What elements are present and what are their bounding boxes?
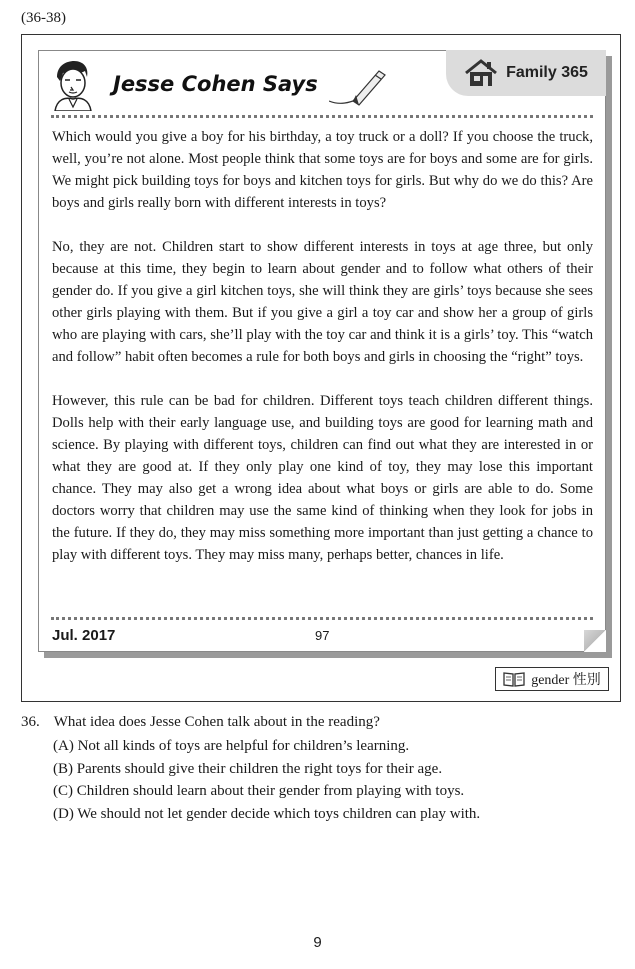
article-card [38,50,606,652]
page-number: 9 [313,934,322,951]
open-book-icon [503,671,525,687]
section-label: Family 365 [506,64,588,81]
option-c[interactable]: (C) Children should learn about their gender from playing with toys. [53,783,465,799]
question-number: 36. [21,714,40,730]
question-36 [21,714,621,825]
page-fold [584,630,606,652]
dotted-divider [51,617,593,620]
issue-date: Jul. 2017 [52,627,116,644]
magazine-page-number: 97 [315,628,330,643]
article-title: Jesse Cohen Says [113,72,318,96]
man-portrait-icon [49,59,95,111]
option-d[interactable]: (D) We should not let gender decide which toys children can play with. [53,805,481,822]
paragraph: No, they are not. Children start to show different interests in toys at age three, but only because at this time, they begin to learn about gender and to follow what others of their gender do. If you give a girl kitchen toys, she will think they are girls’ toys because she sees other girls playing with them. But if you give a girl a toy car and show her a group of girls who are playing with cars, she’ll play with the toy car and think it is a girls’ toy. This “watch and follow” habit often becomes a rule for both boys and girls in choosing the “right” toys. [52,239,593,365]
paragraph: However, this rule can be bad for children. Different toys teach children different things. Dolls help with their early language use, and building toys are good for learning math and science. By playing with different toys, children can find out what they are interested in or what they are good at. If they only play one kind of toy, they may lose this important chance. They may also get a wrong idea about what boys or girls are able to do. Some doctors worry that children may use the same kind of thinking when they look for jobs in the future. If they do, they may miss something more important than just getting a chance to play with different toys. They may miss many, perhaps better, chances in life. [52,393,593,563]
glossary-term: gender 性別 [531,673,601,688]
option-b[interactable]: (B) Parents should give their children the right toys for their age. [53,760,443,777]
question-stem: What idea does Jesse Cohen talk about in the reading? [53,714,380,730]
pen-icon [329,65,389,107]
paragraph: Which would you give a boy for his birthday, a toy truck or a doll? If you choose the truck, well, you’re not alone. Most people think that some toys are for boys and some are for girls. We might pick building toys for boys and kitchen toys for girls. But why do we do this? Are boys and girls really born with different interests in toys? [52,129,593,211]
dotted-divider [51,115,593,118]
glossary-box [495,667,609,691]
question-range: (36-38) [21,10,66,26]
article-body [52,126,593,588]
section-tab [446,50,606,96]
house-icon [464,59,498,87]
option-a[interactable]: (A) Not all kinds of toys are helpful for children’s learning. [53,738,410,754]
